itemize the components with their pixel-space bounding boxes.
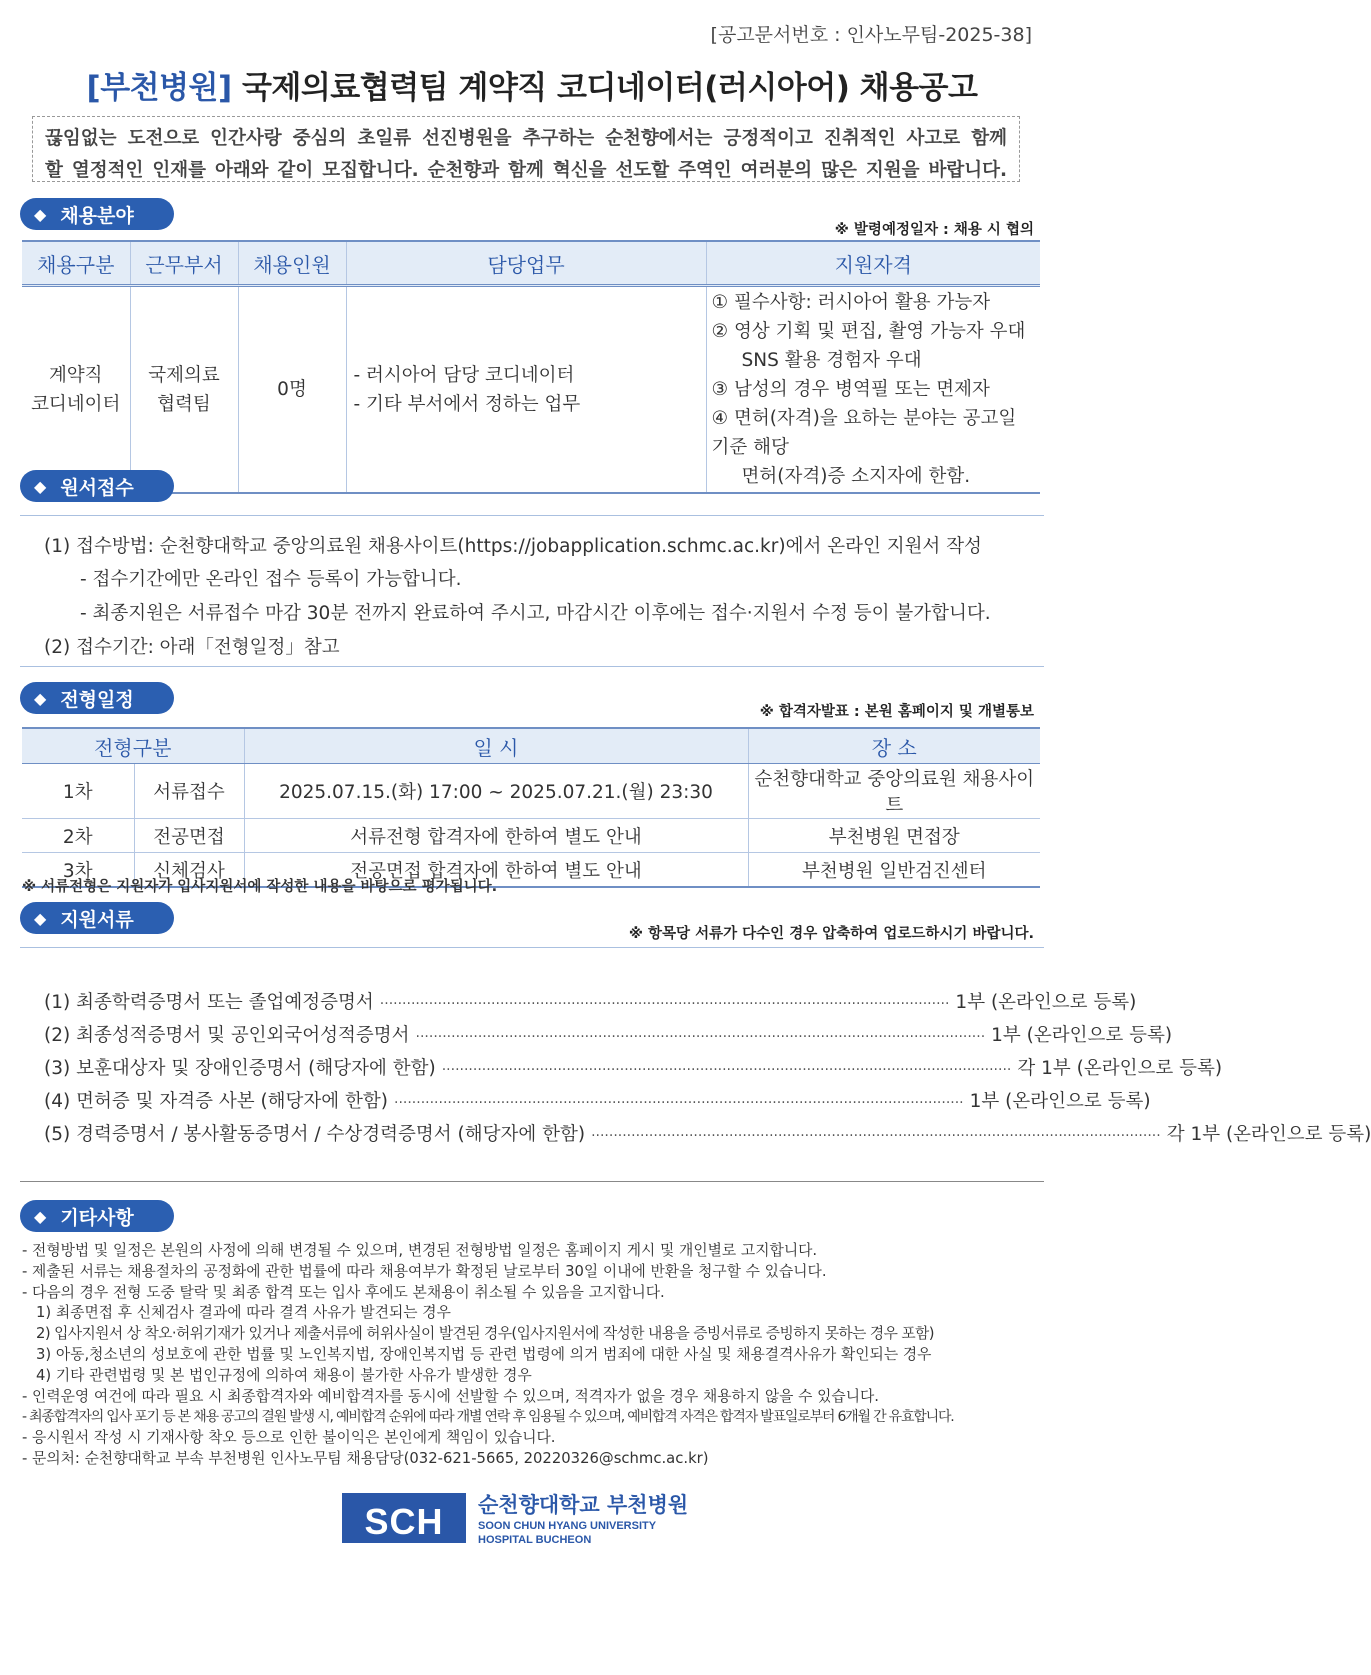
- table-header: 장 소: [748, 728, 1040, 764]
- cell-stage-name: 전공면접: [134, 819, 244, 853]
- doc-qty: 1부 (온라인으로 등록): [955, 992, 1137, 1013]
- title-brand: [부천병원]: [86, 70, 232, 106]
- diamond-icon: ◆: [34, 908, 47, 928]
- misc-line: - 최종합격자의 입사 포기 등 본 채용 공고의 결원 발생 시, 예비합격 순위에 따라 개별 연락 후 임용될 수 있으며, 예비합격 자격은 합격자 발표일로부터 6개월 간 유효합니다.: [22, 1409, 954, 1426]
- table-header-row: [22, 728, 1040, 764]
- diamond-icon: ◆: [34, 476, 47, 496]
- misc-line: 1) 최종면접 후 신체검사 결과에 따라 결격 사유가 발견되는 경우: [36, 1304, 451, 1322]
- doc-label: (1) 최종학력증명서 또는 졸업예정증명서: [44, 992, 374, 1013]
- cell-place: 순천향대학교 중앙의료원 채용사이트: [748, 764, 1040, 819]
- section-label: 채용분야: [60, 204, 134, 227]
- logo-english: HOSPITAL BUCHEON: [478, 1534, 592, 1546]
- qualification-item: ④ 면허(자격)을 요하는 분야는 공고일 기준 해당: [711, 408, 1017, 458]
- cell-stage: 3차: [22, 853, 134, 888]
- logo-english: SOON CHUN HYANG UNIVERSITY: [478, 1520, 657, 1532]
- table-row: [22, 819, 1040, 853]
- misc-line: - 응시원서 작성 시 기재사항 착오 등으로 인한 불이익은 본인에게 책임이 있습니다.: [22, 1429, 556, 1447]
- qualification-item: SNS 활용 경험자 우대: [741, 350, 922, 371]
- cell-date: 2025.07.15.(화) 17:00 ~ 2025.07.21.(월) 23:30: [244, 764, 748, 819]
- cell-place: 부천병원 일반검진센터: [748, 853, 1040, 888]
- field-note: ※ 발령예정일자 : 채용 시 협의: [834, 222, 1034, 238]
- dot-leader: ································································································································: [394, 1095, 964, 1111]
- section-header-schedule: [20, 682, 174, 714]
- misc-line: - 다음의 경우 전형 도중 탈락 및 최종 합격 또는 입사 후에도 본채용이 취소될 수 있음을 고지합니다.: [22, 1283, 665, 1301]
- section-label: 지원서류: [60, 908, 134, 931]
- diamond-icon: ◆: [34, 1206, 47, 1226]
- section-label: 기타사항: [60, 1206, 134, 1229]
- misc-line: 4) 기타 관련법령 및 본 법인규정에 의하여 채용이 불가한 사유가 발생한 경우: [36, 1366, 532, 1384]
- cell-date: 서류전형 합격자에 한하여 별도 안내: [244, 819, 748, 853]
- hospital-logo: [342, 1489, 688, 1547]
- duty-item: - 기타 부서에서 정하는 업무: [353, 393, 581, 415]
- misc-line: - 인력운영 여건에 따라 필요 시 최종합격자와 예비합격자를 동시에 선발할 수 있으며, 적격자가 없을 경우 채용하지 않을 수 있습니다.: [22, 1387, 879, 1405]
- section-label: 전형일정: [60, 688, 134, 711]
- section-header-misc: [20, 1200, 174, 1232]
- cell-stage-name: 서류접수: [134, 764, 244, 819]
- document-number: [공고문서번호 : 인사노무팀-2025-38]: [710, 24, 1032, 46]
- doc-label: (3) 보훈대상자 및 장애인증명서 (해당자에 한함): [44, 1058, 436, 1079]
- schedule-footnote: ※ 서류전형은 지원자가 입사지원서에 작성한 내용을 바탕으로 평가됩니다.: [22, 879, 498, 895]
- cell-dept: [130, 286, 238, 494]
- apply-item: - 접수기간에만 온라인 접수 등록이 가능합니다.: [80, 569, 462, 590]
- cell-date: 전공면접 합격자에 한하여 별도 안내: [244, 853, 748, 888]
- table-header: 담당업무: [346, 241, 706, 286]
- doc-item: [44, 1087, 1151, 1113]
- dot-leader: ································································································································: [415, 1029, 986, 1045]
- schedule-note: ※ 합격자발표 : 본원 홈페이지 및 개별통보: [759, 704, 1034, 720]
- cell-text: 국제의료: [148, 364, 220, 386]
- doc-item: [44, 988, 1137, 1014]
- section-header-apply: [20, 470, 174, 502]
- misc-line: - 전형방법 및 일정은 본원의 사정에 의해 변경될 수 있으며, 변경된 전형방법 일정은 홈페이지 게시 및 개인별로 고지합니다.: [22, 1242, 818, 1259]
- misc-list: [22, 1241, 1042, 1470]
- doc-qty: 1부 (온라인으로 등록): [969, 1091, 1151, 1112]
- section-label: 원서접수: [60, 476, 134, 499]
- section-header-docs: [20, 902, 174, 934]
- duty-item: - 러시아어 담당 코디네이터: [353, 364, 575, 386]
- table-row: [22, 286, 1040, 494]
- doc-label: (2) 최종성적증명서 및 공인외국어성적증명서: [44, 1025, 410, 1046]
- table-header-row: [22, 241, 1040, 286]
- divider: [20, 1181, 1044, 1182]
- logo-text: [478, 1489, 688, 1547]
- table-header: 채용인원: [238, 241, 346, 286]
- table-header: 일 시: [244, 728, 748, 764]
- cell-stage: 1차: [22, 764, 134, 819]
- cell-stage: 2차: [22, 819, 134, 853]
- apply-item: (1) 접수방법: 순천향대학교 중앙의료원 채용사이트(https://jobapplication.schmc.ac.kr)에서 온라인 지원서 작성: [44, 536, 982, 557]
- doc-item: [44, 1120, 1371, 1146]
- title-text: 국제의료협력팀 계약직 코디네이터(러시아어) 채용공고: [231, 70, 978, 106]
- doc-qty: 1부 (온라인으로 등록): [991, 1025, 1173, 1046]
- doc-label: (4) 면허증 및 자격증 사본 (해당자에 한함): [44, 1091, 388, 1112]
- cell-text: 코디네이터: [31, 393, 121, 415]
- qualification-item: ② 영상 기획 및 편집, 촬영 가능자 우대: [711, 321, 1026, 342]
- divider: [20, 947, 1044, 948]
- page-title: [0, 62, 1064, 107]
- sch-logo-mark: SCH: [342, 1493, 466, 1543]
- doc-item: [44, 1054, 1223, 1080]
- doc-label: (5) 경력증명서 / 봉사활동증명서 / 수상경력증명서 (해당자에 한함): [44, 1124, 586, 1145]
- doc-qty: 각 1부 (온라인으로 등록): [1166, 1124, 1371, 1145]
- section-header-field: [20, 198, 174, 230]
- cell-place: 부천병원 면접장: [748, 819, 1040, 853]
- misc-line: 2) 입사지원서 상 착오·허위기재가 있거나 제출서류에 허위사실이 발견된 경우(입사지원서에 작성한 내용을 증빙서류로 증빙하지 못하는 경우 포함): [36, 1325, 934, 1343]
- diamond-icon: ◆: [34, 204, 47, 224]
- table-header: 근무부서: [130, 241, 238, 286]
- logo-korean: 순천향대학교 부천병원: [478, 1493, 689, 1517]
- misc-line: - 제출된 서류는 채용절차의 공정화에 관한 법률에 따라 채용여부가 확정된 날로부터 30일 이내에 반환을 청구할 수 있습니다.: [22, 1262, 827, 1280]
- qualification-item: ③ 남성의 경우 병역필 또는 면제자: [711, 379, 990, 400]
- intro-line: 할 열정적인 인재를 아래와 같이 모집합니다. 순천향과 함께 혁신을 선도할 주역인 여러분의 많은 지원을 바랍니다.: [45, 160, 1007, 181]
- dot-leader: ································································································································: [379, 996, 950, 1012]
- qualification-item: 면허(자격)증 소지자에 한함.: [741, 466, 971, 487]
- cell-qualifications: [706, 286, 1040, 494]
- dot-leader: ································································································································: [441, 1062, 1012, 1078]
- cell-stage-name: 신체검사: [134, 853, 244, 888]
- cell-type: [22, 286, 130, 494]
- diamond-icon: ◆: [34, 688, 47, 708]
- field-table: [22, 240, 1040, 494]
- doc-item: [44, 1021, 1173, 1047]
- divider: [20, 666, 1044, 667]
- table-header: 채용구분: [22, 241, 130, 286]
- cell-text: 협력팀: [157, 393, 211, 415]
- dot-leader: ································································································································: [591, 1128, 1161, 1144]
- table-header: 지원자격: [706, 241, 1040, 286]
- misc-line: - 문의처: 순천향대학교 부속 부천병원 인사노무팀 채용담당(032-621-5665, 20220326@schmc.ac.kr): [22, 1449, 709, 1467]
- misc-line: 3) 아동,청소년의 성보호에 관한 법률 및 노인복지법, 장애인복지법 등 관련 법령에 의거 범죄에 대한 사실 및 채용결격사유가 확인되는 경우: [36, 1345, 932, 1363]
- cell-duties: [346, 286, 706, 494]
- intro-line: 끊임없는 도전으로 인간사랑 중심의 초일류 선진병원을 추구하는 순천향에서는 긍정적이고 진취적인 사고로 함께: [45, 128, 1007, 149]
- table-row: [22, 764, 1040, 819]
- intro-box: [32, 116, 1020, 182]
- divider: [20, 515, 1044, 516]
- apply-item: - 최종지원은 서류접수 마감 30분 전까지 완료하여 주시고, 마감시간 이후에는 접수·지원서 수정 등이 불가합니다.: [80, 603, 991, 624]
- schedule-table: [22, 727, 1040, 888]
- doc-qty: 각 1부 (온라인으로 등록): [1017, 1058, 1223, 1079]
- apply-item: (2) 접수기간: 아래「전형일정」참고: [44, 637, 340, 658]
- cell-count: 0명: [238, 286, 346, 494]
- cell-text: 계약직: [48, 364, 103, 386]
- qualification-item: ① 필수사항: 러시아어 활용 가능자: [711, 292, 991, 313]
- docs-note: ※ 항목당 서류가 다수인 경우 압축하여 업로드하시기 바랍니다.: [628, 926, 1034, 942]
- table-header: 전형구분: [22, 728, 244, 764]
